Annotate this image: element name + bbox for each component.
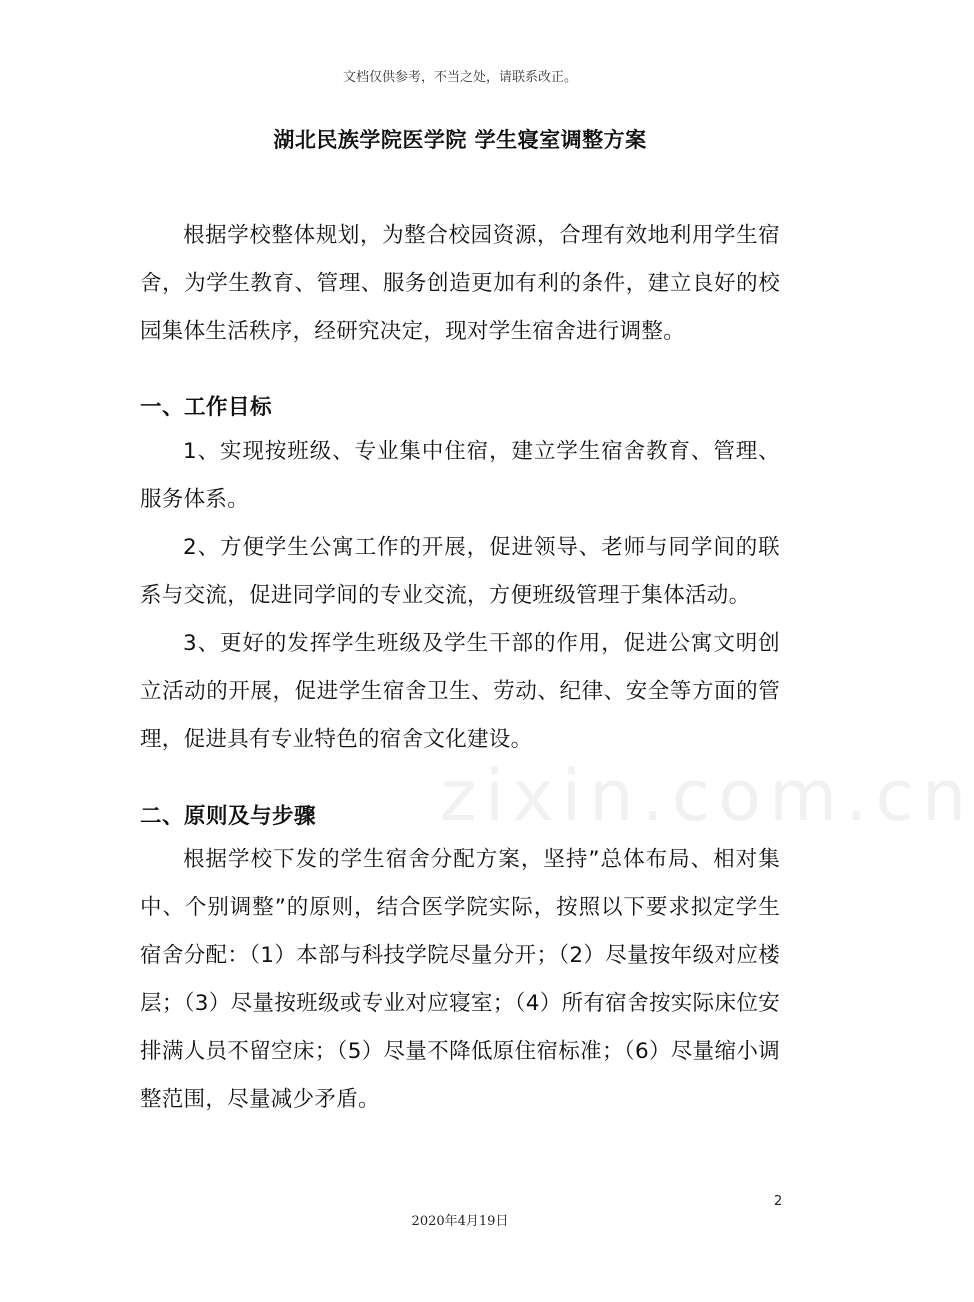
intro-paragraph: 根据学校整体规划，为整合校园资源，合理有效地利用学生宿舍，为学生教育、管理、服务创造更加有利的条件，建立良好的校园集体生活秩序，经研究决定，现对学生宿舍进行调整。 <box>140 223 780 344</box>
watermark: zixin.com.cn <box>440 755 974 837</box>
section1-heading: 一、工作目标 <box>140 395 273 420</box>
section2-paragraph: 根据学校下发的学生宿舍分配方案，坚持”总体布局、相对集中、个别调整”的原则，结合医学院实际，按照以下要求拟定学生宿舍分配：（1）本部与科技学院尽量分开；（2）尽量按年级对应楼层；（3）尽量按班级或专业对应寝室；（4）所有宿舍按实际床位安排满人员不留空床；（5）尽量不降低原住宿标准；（6）尽量缩小调整范围，尽量减少矛盾。 <box>140 847 780 1112</box>
page-number: 2 <box>774 1194 783 1209</box>
section2-heading: 二、原则及与步骤 <box>140 804 317 829</box>
document-title: 湖北民族学院医学院 学生寝室调整方案 <box>273 128 647 152</box>
header-note: 文档仅供参考，不当之处，请联系改正。 <box>342 70 577 85</box>
section1-item-2: 2、方便学生公寓工作的开展，促进领导、老师与同学间的联系与交流，促进同学间的专业交流，方便班级管理于集体活动。 <box>140 535 780 608</box>
section1-item-3: 3、更好的发挥学生班级及学生干部的作用，促进公寓文明创立活动的开展，促进学生宿舍卫生、劳动、纪律、安全等方面的管理，促进具有专业特色的宿舍文化建设。 <box>140 631 780 752</box>
section1-item-1: 1、实现按班级、专业集中住宿，建立学生宿舍教育、管理、服务体系。 <box>140 439 780 512</box>
footer-date: 2020年4月19日 <box>411 1214 509 1229</box>
